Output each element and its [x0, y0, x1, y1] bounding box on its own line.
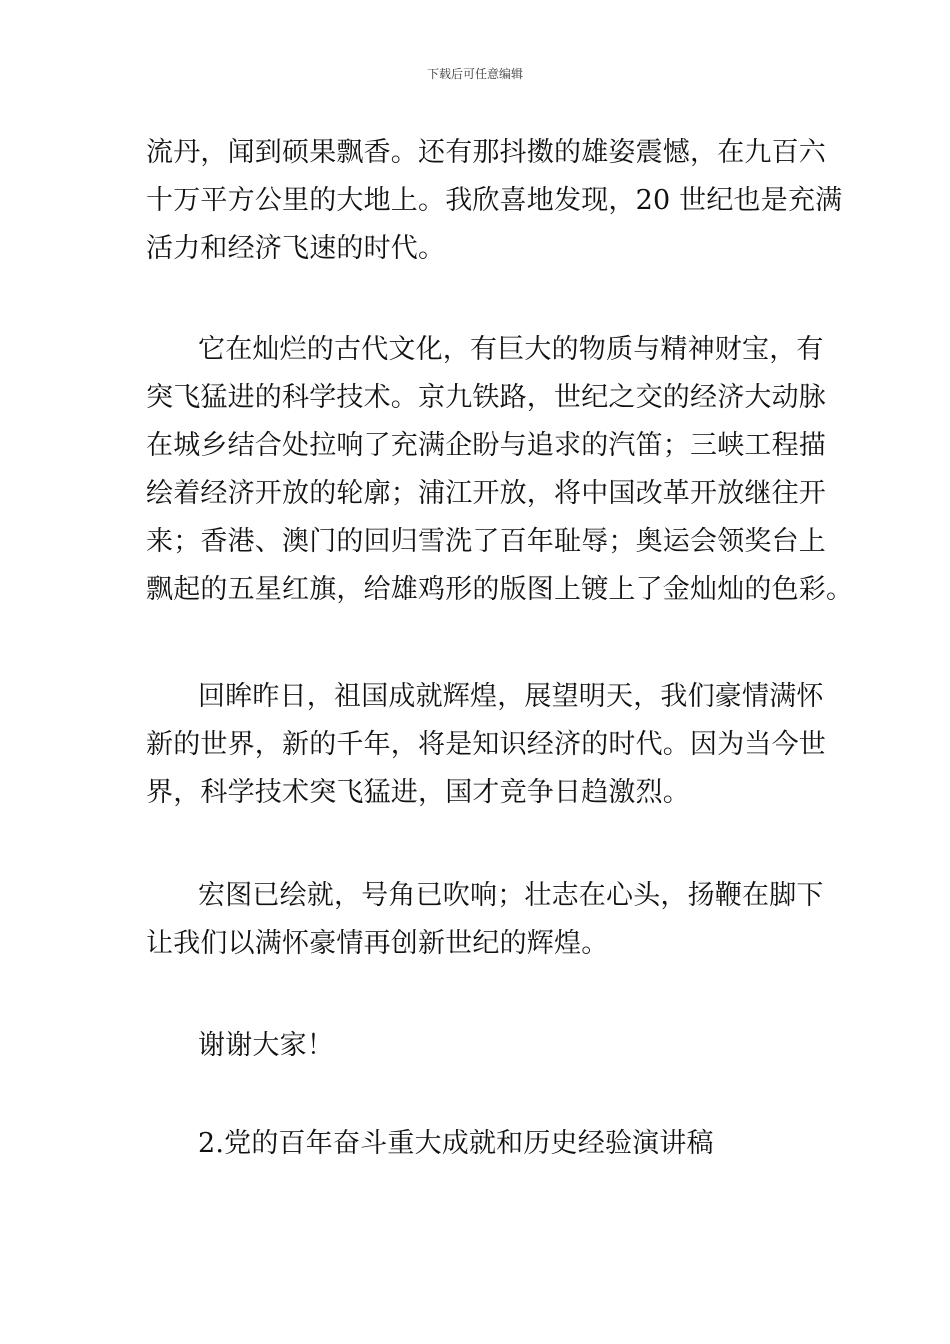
paragraph-line: 界，科学技术突飞猛进，国才竞争日趋激烈。 — [146, 777, 690, 808]
paragraph-line: 活力和经济飞速的时代。 — [146, 233, 446, 264]
paragraph-line: 飘起的五星红旗，给雄鸡形的版图上镀上了金灿灿的色彩。 — [146, 574, 854, 605]
paragraph-line: 在城乡结合处拉响了充满企盼与追求的汽笛；三峡工程描 — [146, 430, 826, 461]
paragraph-line: 宏图已绘就，号角已吹响；壮志在心头，扬鞭在脚下 — [198, 880, 824, 911]
section-heading: 2.党的百年奋斗重大成就和历史经验演讲稿 — [198, 1128, 714, 1159]
paragraph-line: 来；香港、澳门的回归雪洗了百年耻辱；奥运会领奖台上 — [146, 526, 826, 557]
paragraph-line: 让我们以满怀豪情再创新世纪的辉煌。 — [146, 928, 609, 959]
paragraph-line: 它在灿烂的古代文化，有巨大的物质与精神财宝，有 — [198, 334, 824, 365]
paragraph-line: 流丹，闻到硕果飘香。还有那抖擞的雄姿震憾，在九百六 — [146, 137, 826, 168]
paragraph-line: 绘着经济开放的轮廓；浦江开放，将中国改革开放继往开 — [146, 478, 826, 509]
paragraph-line: 突飞猛进的科学技术。京九铁路，世纪之交的经济大动脉 — [146, 382, 826, 413]
closing-line: 谢谢大家！ — [198, 1030, 334, 1061]
paragraph-line: 回眸昨日，祖国成就辉煌，展望明天，我们豪情满怀 — [198, 681, 824, 712]
paragraph-line: 十万平方公里的大地上。我欣喜地发现，20 世纪也是充满 — [146, 185, 843, 216]
paragraph-line: 新的世界，新的千年，将是知识经济的时代。因为当今世 — [146, 729, 826, 760]
header-note: 下载后可任意编辑 — [426, 67, 523, 81]
